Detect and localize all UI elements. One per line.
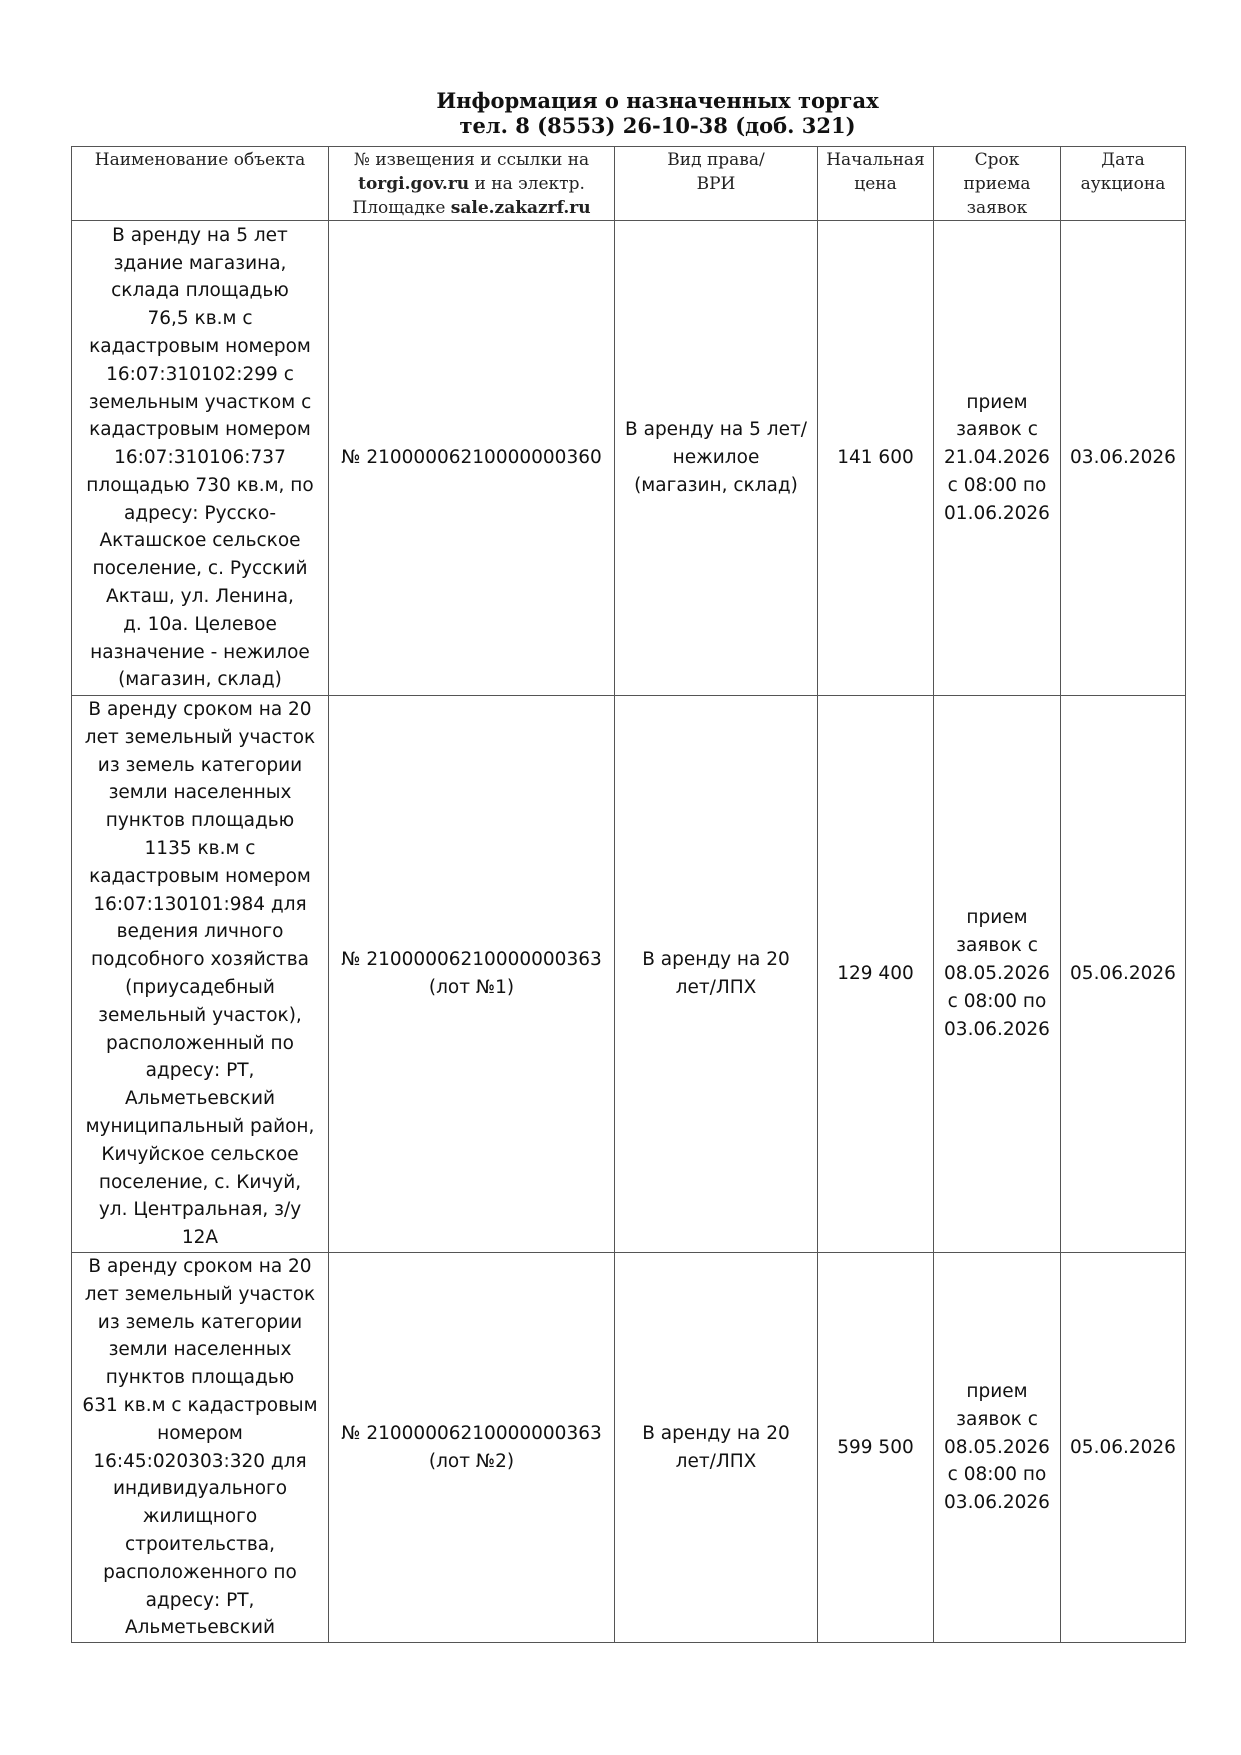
page-title xyxy=(0,88,1241,138)
header-deadline: Срок приема заявок xyxy=(934,147,1061,221)
table-row xyxy=(72,1252,1186,1642)
header-row xyxy=(72,147,1186,221)
cell-right-type: В аренду на 20 лет/ЛПХ xyxy=(615,696,818,1253)
cell-price: 129 400 xyxy=(818,696,934,1253)
header-right-type: Вид права/ ВРИ xyxy=(615,147,818,221)
cell-price: 599 500 xyxy=(818,1252,934,1642)
header-notice-site2: sale.zakazrf.ru xyxy=(450,198,591,218)
cell-deadline: прием заявок с 08.05.2026 с 08:00 по 03.06.2026 xyxy=(934,696,1061,1253)
header-notice-mid: и на электр. xyxy=(469,174,585,194)
header-notice-prefix: № извещения и ссылки на xyxy=(353,150,590,170)
cell-deadline: прием заявок с 21.04.2026 с 08:00 по 01.06.2026 xyxy=(934,221,1061,696)
phone-line: тел. 8 (8553) 26-10-38 (доб. 321) xyxy=(459,113,856,138)
cell-notice: № 21000006210000000363 (лот №2) xyxy=(329,1252,615,1642)
header-notice-platform: Площадке xyxy=(352,198,451,218)
header-auction-date: Дата аукциона xyxy=(1061,147,1186,221)
cell-object: В аренду сроком на 20 лет земельный участок из земель категории земли населенных пунктов площадью 631 кв.м с кадастровым номером 16:45:020303:320 для индивидуального жилищного строительства, расположенного по адресу: РТ, Альметьевский xyxy=(72,1252,329,1642)
cell-deadline: прием заявок с 08.05.2026 с 08:00 по 03.06.2026 xyxy=(934,1252,1061,1642)
cell-auction-date: 05.06.2026 xyxy=(1061,1252,1186,1642)
cell-object: В аренду на 5 лет здание магазина, склада площадью 76,5 кв.м с кадастровым номером 16:07:310102:299 с земельным участком с кадастровым номером 16:07:310106:737 площадью 730 кв.м, по адресу: Русско- Акташское сельское поселение, с. Русский Акташ, ул. Ленина, д. 10а. Целевое назначение - нежилое (магазин, склад) xyxy=(72,221,329,696)
header-object: Наименование объекта xyxy=(72,147,329,221)
cell-auction-date: 05.06.2026 xyxy=(1061,696,1186,1253)
cell-price: 141 600 xyxy=(818,221,934,696)
header-notice-site1: torgi.gov.ru xyxy=(358,174,470,194)
header-notice xyxy=(329,147,615,221)
cell-right-type: В аренду на 5 лет/ нежилое (магазин, склад) xyxy=(615,221,818,696)
cell-notice: № 21000006210000000360 xyxy=(329,221,615,696)
header-price: Начальная цена xyxy=(818,147,934,221)
table-row xyxy=(72,696,1186,1253)
auction-table xyxy=(71,146,1186,1643)
cell-auction-date: 03.06.2026 xyxy=(1061,221,1186,696)
table-row xyxy=(72,221,1186,696)
cell-notice: № 21000006210000000363 (лот №1) xyxy=(329,696,615,1253)
cell-object: В аренду сроком на 20 лет земельный участок из земель категории земли населенных пунктов площадью 1135 кв.м с кадастровым номером 16:07:130101:984 для ведения личного подсобного хозяйства (приусадебный земельный участок), расположенный по адресу: РТ, Альметьевский муниципальный район, Кичуйское сельское поселение, с. Кичуй, ул. Центральная, з/у 12А xyxy=(72,696,329,1253)
title-line: Информация о назначенных торгах xyxy=(436,88,879,113)
cell-right-type: В аренду на 20 лет/ЛПХ xyxy=(615,1252,818,1642)
